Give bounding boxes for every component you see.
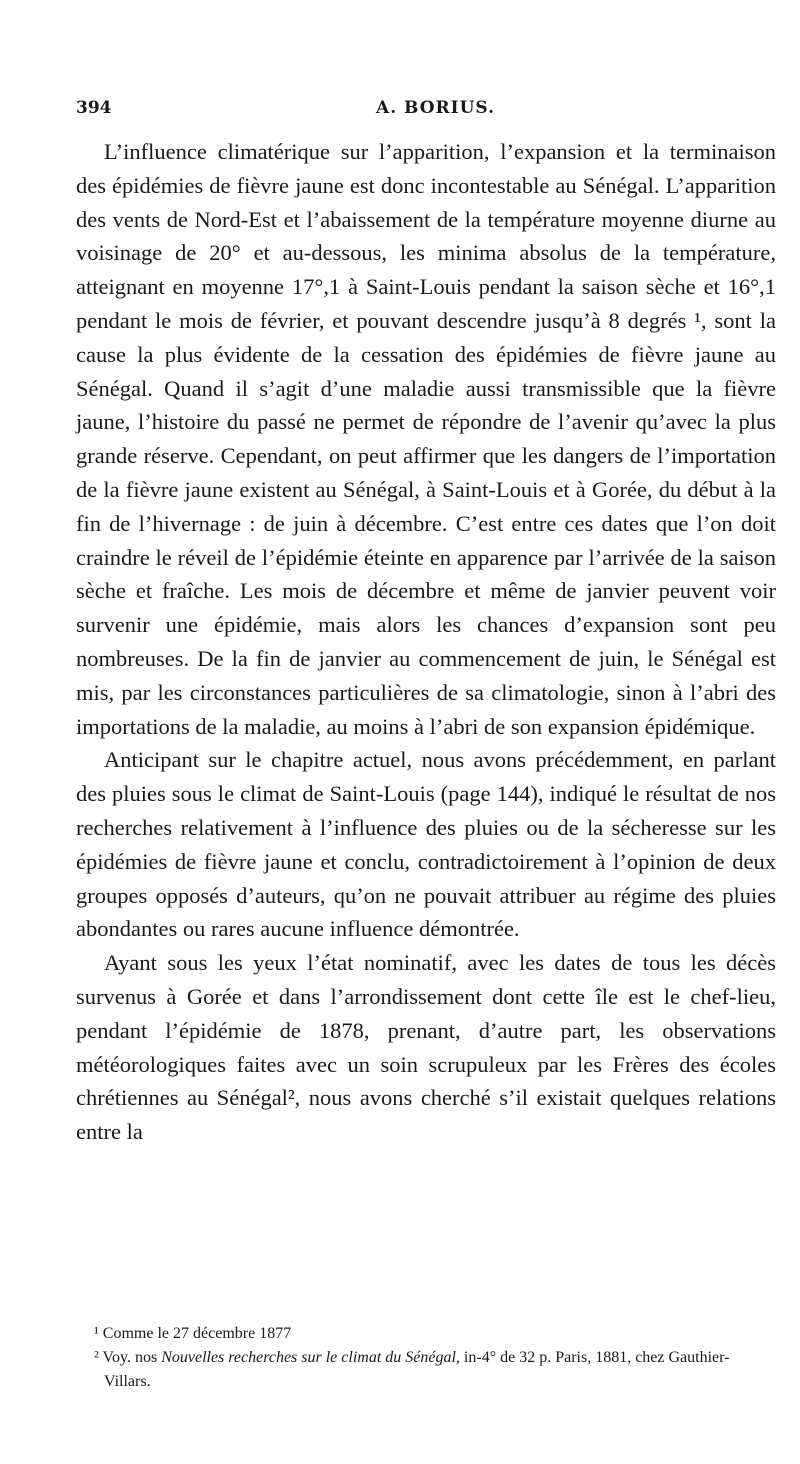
footnote-2-prefix: ² Voy. nos	[94, 1349, 162, 1366]
footnotes	[76, 1322, 776, 1394]
body-text	[76, 135, 776, 1149]
running-head: A. BORIUS.	[376, 98, 496, 118]
page-number: 394	[76, 98, 112, 118]
footnote-1: ¹ Comme le 27 décembre 1877	[94, 1325, 292, 1342]
paragraph-3: Ayant sous les yeux l’état nominatif, avec les dates de tous les décès survenus à Gorée et dans l’arrondissement dont cette île est le chef-lieu, pendant l’épidémie de 1878, prenant, d’autre part, les observations météorologiques faites avec un soin scrupuleux par les Frères des écoles chrétiennes au Sénégal², nous avons cherché s’il existait quelques relations entre la	[76, 950, 776, 1145]
footnote-2	[76, 1346, 776, 1394]
footnote-2-title: Nouvelles recherches sur le climat du Sénégal,	[161, 1349, 460, 1366]
page-header	[76, 98, 776, 128]
footnote-2-suffix: in-4° de 32 p. Paris, 1881, chez Gauthier-Villars.	[104, 1349, 730, 1390]
paragraph-1: L’influence climatérique sur l’apparition, l’expansion et la terminaison des épidémies de fièvre jaune est donc incontestable au Sénégal. L’apparition des vents de Nord-Est et l’abaissement de la température moyenne diurne au voisinage de 20° et au-dessous, les minima absolus de la température, atteignant en moyenne 17°,1 à Saint-Louis pendant la saison sèche et 16°,1 pendant le mois de février, et pouvant descendre jusqu’à 8 degrés ¹, sont la cause la plus évidente de la cessation des épidémies de fièvre jaune au Sénégal. Quand il s’agit d’une maladie aussi transmissible que la fièvre jaune, l’histoire du passé ne permet de répondre de l’avenir qu’avec la plus grande réserve. Cependant, on peut affirmer que les dangers de l’importation de la fièvre jaune existent au Sénégal, à Saint-Louis et à Gorée, du début à la fin de l’hivernage : de juin à décembre. C’est entre ces dates que l’on doit craindre le réveil de l’épidémie éteinte en apparence par l’arrivée de la saison sèche et fraîche. Les mois de décembre et même de janvier peuvent voir survenir une épidémie, mais alors les chances d’expansion sont peu nombreuses. De la fin de janvier au commencement de juin, le Sénégal est mis, par les circonstances particulières de sa climatologie, sinon à l’abri des importations de la maladie, au moins à l’abri de son expansion épidémique.	[76, 139, 776, 739]
paragraph-2: Anticipant sur le chapitre actuel, nous avons précédemment, en parlant des pluies sous le climat de Saint-Louis (page 144), indiqué le résultat de nos recherches relativement à l’influence des pluies ou de la sécheresse sur les épidémies de fièvre jaune et conclu, contradictoirement à l’opinion de deux groupes opposés d’auteurs, qu’on ne pouvait attribuer au régime des pluies abondantes ou rares aucune influence démontrée.	[76, 747, 776, 942]
